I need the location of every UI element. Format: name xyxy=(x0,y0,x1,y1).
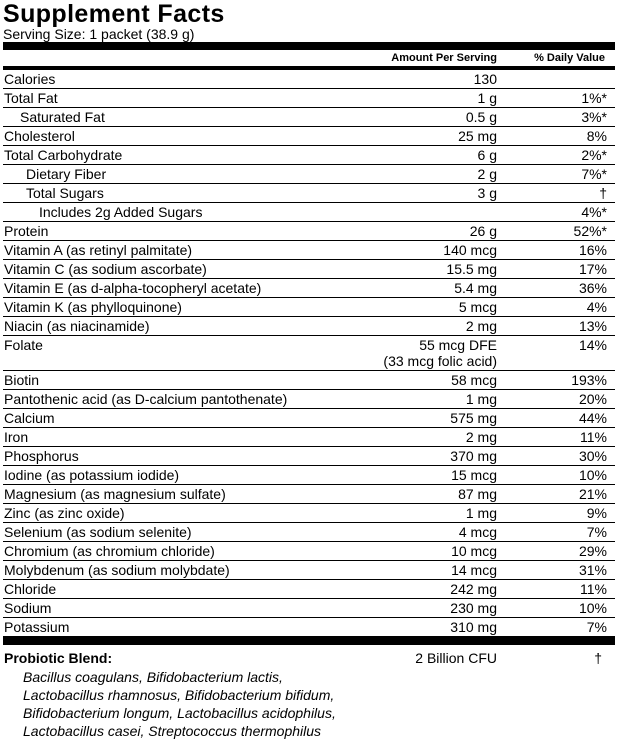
strain-line: Lactobacillus rhamnosus, Bifidobacterium bifidum, xyxy=(23,687,335,703)
nutrient-name: Total Fat xyxy=(4,90,58,106)
nutrient-daily-value: 17% xyxy=(578,261,607,277)
probiotic-title: Probiotic Blend: xyxy=(4,650,113,666)
nutrient-row xyxy=(3,279,615,298)
thick-divider xyxy=(3,42,615,50)
nutrient-row xyxy=(3,390,615,409)
nutrient-amount: 310 mg xyxy=(450,619,497,635)
nutrient-amount: 242 mg xyxy=(450,581,497,597)
nutrient-amount: 58 mcg xyxy=(451,372,497,388)
nutrient-name: Iodine (as potassium iodide) xyxy=(4,467,180,483)
nutrient-daily-value: 2%* xyxy=(581,147,607,163)
nutrient-amount: 55 mcg DFE xyxy=(419,337,497,353)
nutrient-name: Selenium (as sodium selenite) xyxy=(4,524,192,540)
nutrient-amount: 1 g xyxy=(477,90,497,106)
nutrient-amount: 26 g xyxy=(469,223,497,239)
nutrient-row xyxy=(3,561,615,580)
nutrient-row xyxy=(3,466,615,485)
nutrient-name: Calcium xyxy=(4,410,55,426)
nutrient-row xyxy=(3,89,615,108)
nutrient-rows xyxy=(3,70,615,637)
nutrient-name: Saturated Fat xyxy=(20,109,105,125)
nutrient-amount: 4 mcg xyxy=(458,524,497,540)
nutrient-amount: 14 mcg xyxy=(451,562,497,578)
nutrient-name: Molybdenum (as sodium molybdate) xyxy=(4,562,230,578)
nutrient-row xyxy=(3,146,615,165)
nutrient-row xyxy=(3,317,615,336)
nutrient-daily-value: 9% xyxy=(586,505,607,521)
nutrient-name: Pantothenic acid (as D-calcium pantothenate) xyxy=(4,391,288,407)
nutrient-amount: 15.5 mg xyxy=(446,261,497,277)
nutrient-amount: 3 g xyxy=(477,185,497,201)
strain-line: Lactobacillus casei, Streptococcus thermophilus xyxy=(23,723,322,739)
nutrient-daily-value: 16% xyxy=(578,242,607,258)
nutrient-amount: 1 mg xyxy=(465,505,497,521)
nutrient-name: Sodium xyxy=(4,600,52,616)
probiotic-strains xyxy=(23,668,336,740)
nutrient-daily-value: 36% xyxy=(578,280,607,296)
nutrient-amount: 25 mg xyxy=(458,128,497,144)
nutrient-name: Magnesium (as magnesium sulfate) xyxy=(4,486,226,502)
probiotic-dv: † xyxy=(594,650,602,666)
nutrient-row xyxy=(3,222,615,241)
nutrient-row xyxy=(3,70,615,89)
nutrient-daily-value: 11% xyxy=(580,429,607,445)
column-headers xyxy=(3,50,615,66)
nutrient-daily-value: 7%* xyxy=(581,166,607,182)
daily-value-header: % Daily Value xyxy=(534,52,605,64)
nutrient-amount: 370 mg xyxy=(450,448,497,464)
nutrient-amount: 2 g xyxy=(477,166,497,182)
nutrient-name: Vitamin A (as retinyl palmitate) xyxy=(4,242,193,258)
nutrient-daily-value: 8% xyxy=(586,128,607,144)
nutrient-daily-value: 11% xyxy=(580,581,607,597)
nutrient-daily-value: 29% xyxy=(578,543,607,559)
nutrient-amount: 2 mg xyxy=(465,429,497,445)
nutrient-daily-value: 20% xyxy=(578,391,607,407)
nutrient-row xyxy=(3,428,615,447)
nutrient-row xyxy=(3,618,615,637)
nutrient-name: Chromium (as chromium chloride) xyxy=(4,543,215,559)
nutrient-name: Vitamin C (as sodium ascorbate) xyxy=(4,261,207,277)
nutrient-amount: 140 mcg xyxy=(443,242,497,258)
nutrient-name: Folate xyxy=(4,337,43,353)
nutrient-row xyxy=(3,165,615,184)
nutrient-amount: 10 mcg xyxy=(451,543,497,559)
serving-size: Serving Size: 1 packet (38.9 g) xyxy=(3,26,195,42)
thick-divider-bottom xyxy=(3,637,615,645)
nutrient-daily-value: 30% xyxy=(578,448,607,464)
nutrient-daily-value: 3%* xyxy=(581,109,607,125)
nutrient-row xyxy=(3,523,615,542)
nutrient-name: Total Sugars xyxy=(26,185,104,201)
nutrient-name: Protein xyxy=(4,223,49,239)
nutrient-row xyxy=(3,485,615,504)
nutrient-amount: 0.5 g xyxy=(465,109,497,125)
amount-header: Amount Per Serving xyxy=(391,52,497,64)
probiotic-section xyxy=(3,645,615,739)
nutrient-name: Potassium xyxy=(4,619,70,635)
strain-line: Bacillus coagulans, Bifidobacterium lactis, xyxy=(23,669,283,685)
nutrient-row xyxy=(3,241,615,260)
nutrient-amount: 1 mg xyxy=(465,391,497,407)
nutrient-row xyxy=(3,542,615,561)
nutrient-daily-value: 10% xyxy=(578,600,607,616)
nutrient-row xyxy=(3,447,615,466)
nutrient-row xyxy=(3,298,615,317)
nutrient-row xyxy=(3,260,615,279)
nutrient-row xyxy=(3,336,615,371)
nutrient-name: Calories xyxy=(4,71,56,87)
nutrient-row xyxy=(3,127,615,146)
supplement-facts-panel xyxy=(3,0,615,739)
nutrient-name: Chloride xyxy=(4,581,57,597)
nutrient-name: Iron xyxy=(4,429,29,445)
nutrient-name: Includes 2g Added Sugars xyxy=(39,204,203,220)
nutrient-amount: 575 mg xyxy=(450,410,497,426)
nutrient-row xyxy=(3,580,615,599)
nutrient-amount: 5.4 mg xyxy=(454,280,497,296)
nutrient-daily-value: 7% xyxy=(586,619,607,635)
nutrient-name: Biotin xyxy=(4,372,40,388)
nutrient-daily-value: 4% xyxy=(586,299,607,315)
nutrient-amount: 87 mg xyxy=(458,486,497,502)
probiotic-amount: 2 Billion CFU xyxy=(415,650,497,666)
nutrient-name: Dietary Fiber xyxy=(26,166,107,182)
nutrient-amount-secondary: (33 mcg folic acid) xyxy=(383,353,497,369)
nutrient-daily-value: 14% xyxy=(578,337,607,353)
nutrient-row xyxy=(3,184,615,203)
nutrient-daily-value: 10% xyxy=(578,467,607,483)
nutrient-name: Total Carbohydrate xyxy=(4,147,123,163)
strain-line: Bifidobacterium longum, Lactobacillus acidophilus, xyxy=(23,705,336,721)
nutrient-amount: 5 mcg xyxy=(458,299,497,315)
nutrient-row xyxy=(3,504,615,523)
nutrient-row xyxy=(3,203,615,222)
nutrient-amount: 2 mg xyxy=(465,318,497,334)
nutrient-name: Vitamin K (as phylloquinone) xyxy=(4,299,182,315)
nutrient-name: Cholesterol xyxy=(4,128,75,144)
nutrient-daily-value: 44% xyxy=(578,410,607,426)
nutrient-name: Niacin (as niacinamide) xyxy=(4,318,150,334)
nutrient-name: Zinc (as zinc oxide) xyxy=(4,505,125,521)
nutrient-daily-value: 31% xyxy=(578,562,607,578)
nutrient-amount: 6 g xyxy=(477,147,497,163)
panel-title: Supplement Facts xyxy=(3,0,225,28)
nutrient-daily-value: 193% xyxy=(571,372,607,388)
nutrient-amount: 15 mcg xyxy=(451,467,497,483)
nutrient-name: Phosphorus xyxy=(4,448,79,464)
nutrient-daily-value: 21% xyxy=(578,486,607,502)
nutrient-amount: 230 mg xyxy=(450,600,497,616)
nutrient-daily-value: 4%* xyxy=(581,204,607,220)
nutrient-row xyxy=(3,409,615,428)
nutrient-daily-value: † xyxy=(599,185,607,201)
nutrient-row xyxy=(3,599,615,618)
nutrient-row xyxy=(3,371,615,390)
nutrient-row xyxy=(3,108,615,127)
nutrient-daily-value: 52%* xyxy=(573,223,607,239)
nutrient-daily-value: 1%* xyxy=(581,90,607,106)
nutrient-amount: 130 xyxy=(473,71,497,87)
nutrient-daily-value: 13% xyxy=(578,318,607,334)
nutrient-daily-value: 7% xyxy=(586,524,607,540)
nutrient-name: Vitamin E (as d-alpha-tocopheryl acetate) xyxy=(4,280,262,296)
